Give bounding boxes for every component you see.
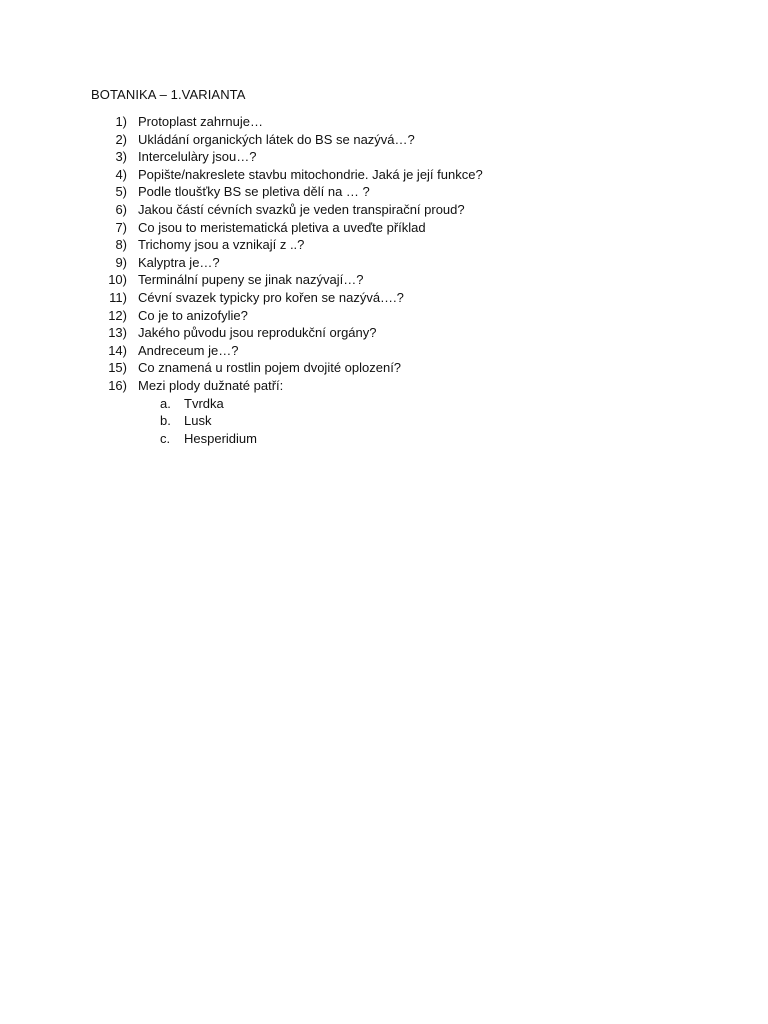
question-number: 7) <box>115 219 127 235</box>
question-text: Terminální pupeny se jinak nazývají…? <box>138 272 364 288</box>
question-text: Co je to anizofylie? <box>138 307 248 323</box>
question-text: Cévní svazek typicky pro kořen se nazývá….? <box>138 289 404 305</box>
question-number: 8) <box>115 237 127 253</box>
question-list <box>0 113 768 447</box>
subitem-letter: b. <box>160 413 171 429</box>
subitem-text: Tvrdka <box>184 395 224 411</box>
question-number: 13) <box>108 325 127 341</box>
question-number: 15) <box>108 360 127 376</box>
list-item <box>0 377 768 395</box>
list-item <box>0 148 768 166</box>
list-item <box>0 166 768 184</box>
question-number: 3) <box>115 149 127 165</box>
list-item <box>0 307 768 325</box>
question-text: Co jsou to meristematická pletiva a uveďte příklad <box>138 219 426 235</box>
question-number: 11) <box>109 289 127 305</box>
question-text: Intercelulàry jsou…? <box>138 149 257 165</box>
sub-list-item <box>0 412 768 430</box>
subitem-text: Lusk <box>184 413 212 429</box>
list-item <box>0 201 768 219</box>
question-text: Kalyptra je…? <box>138 254 220 270</box>
subitem-text: Hesperidium <box>184 430 257 446</box>
question-text: Trichomy jsou a vznikají z ..? <box>138 237 305 253</box>
question-number: 16) <box>108 377 127 393</box>
question-text: Jakou částí cévních svazků je veden transpirační proud? <box>138 201 465 217</box>
list-item <box>0 271 768 289</box>
list-item <box>0 131 768 149</box>
question-number: 4) <box>115 166 127 182</box>
list-item <box>0 254 768 272</box>
question-number: 6) <box>115 201 127 217</box>
question-number: 14) <box>108 342 127 358</box>
list-item <box>0 289 768 307</box>
question-text: Andreceum je…? <box>138 342 239 358</box>
question-text: Podle tloušťky BS se pletiva dělí na … ? <box>138 184 370 200</box>
question-text: Popište/nakreslete stavbu mitochondrie. Jaká je její funkce? <box>138 166 483 182</box>
list-item <box>0 324 768 342</box>
question-text: Co znamená u rostlin pojem dvojité oplození? <box>138 360 402 376</box>
question-text: Mezi plody dužnaté patří: <box>138 377 284 393</box>
question-text: Protoplast zahrnuje… <box>138 114 264 129</box>
question-number: 9) <box>115 254 127 270</box>
subitem-letter: c. <box>160 430 171 446</box>
subitem-letter: a. <box>160 395 171 411</box>
question-number: 2) <box>115 131 127 147</box>
list-item <box>0 236 768 254</box>
list-item <box>0 359 768 377</box>
question-number: 1) <box>115 114 127 129</box>
question-text: Ukládání organických látek do BS se nazývá…? <box>138 131 415 147</box>
sub-list-item <box>0 430 768 448</box>
list-item <box>0 342 768 360</box>
list-item <box>0 113 768 131</box>
question-text: Jakého původu jsou reprodukční orgány? <box>138 325 377 341</box>
sub-list-item <box>0 395 768 413</box>
list-item <box>0 219 768 237</box>
question-number: 10) <box>108 272 127 288</box>
document-title: BOTANIKA – 1.VARIANTA <box>91 87 246 102</box>
question-number: 5) <box>115 184 127 200</box>
question-number: 12) <box>108 307 127 323</box>
list-item <box>0 183 768 201</box>
